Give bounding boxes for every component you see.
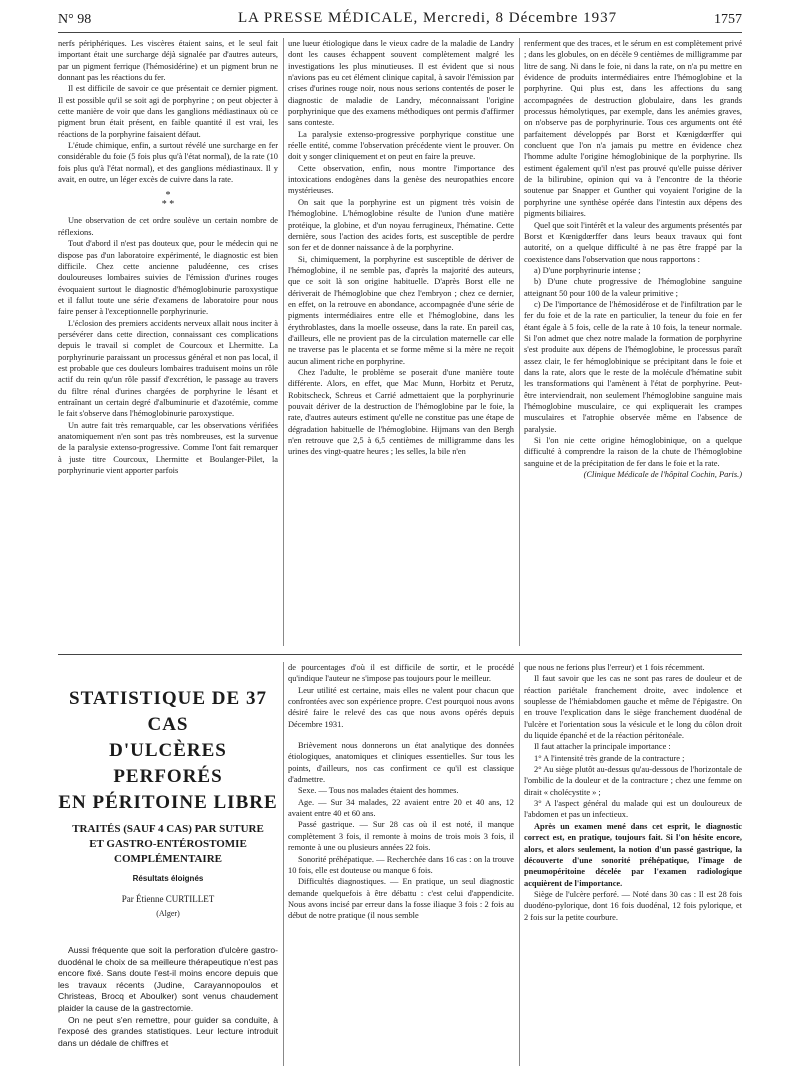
list-item: b) D'une chute progressive de l'hémoglobine sanguine atteignant 50 pour 100 de la valeur primitive ; xyxy=(524,277,742,298)
article-heading xyxy=(58,686,278,919)
article-title-line: STATISTIQUE DE 37 CAS xyxy=(69,688,267,735)
author-byline: Par Étienne CURTILLET xyxy=(121,894,215,905)
asterisks: * * xyxy=(161,199,175,211)
paragraph: Tout d'abord il n'est pas douteux que, pour le médecin qui ne dispose pas d'un laboratoire expérimenté, le diagnostic est bien difficile. Chez cette ancienne paludéenne, ces crises douloureuses lombaires suivies de l'émission d'urines rouges évoquaient surtout le diagnostic d'hémoglobinurie paroxystique et il fallut toute une série d'examens de laboratoire pour nous faire penser à l'exceptionnelle porphyrinurie. xyxy=(58,239,278,317)
column-divider xyxy=(519,662,520,1066)
article-title-block xyxy=(58,662,278,1072)
list-item: 1° A l'intensité très grande de la contracture ; xyxy=(534,753,685,763)
paragraph: Passé gastrique. — Sur 28 cas où il est noté, il manque complètement 3 fois, il remonte à moins de trois mois 3 fois, il remonte à une ou plusieurs années 22 fois. xyxy=(288,820,514,853)
column-divider xyxy=(283,662,284,1066)
paragraph: que nous ne ferions plus l'erreur) et 1 fois récemment. xyxy=(524,663,705,672)
issue-number: N° 98 xyxy=(58,12,92,27)
asterisk: * xyxy=(165,190,171,202)
paragraph: Après un examen mené dans cet esprit, le diagnostic correct est, en pratique, toujours fait. Si l'on hésite encore, alors, et alors seulement, la notion d'un passé gastrique, la découverte d'une sonorité préhépatique, l'image de pneumopéritoine décelée par l'examen radiologique acquièrent de l'importance. xyxy=(524,821,742,888)
paragraph: Siège de l'ulcère perforé. — Noté dans 30 cas : Il est 28 fois duodéno-pylorique, dont 16 fois duodénal, 12 fois pylorique, et 2 fois sur la petite courbure. xyxy=(524,889,742,922)
top-column-2 xyxy=(288,38,514,650)
column-divider xyxy=(519,38,520,646)
page-header xyxy=(58,8,742,30)
paragraph: Brièvement nous donnerons un état analytique des données étiologiques, anatomiques et cliniques essentielles. Sur tous les points, d'ailleurs, nos cas confirment ce qu'il est classique d'admettre. xyxy=(288,741,514,785)
paragraph: L'éclosion des premiers accidents nerveux allait nous inciter à persévérer dans cette direction, connaissant ces complications depuis le travail si complet de Courcoux et Lhermitte. La porphyrinurie paraissant un processus général et non pas local, il est probable que ces douleurs lombaires traduisent moins un rôle actif du rein qu'un rôle passif d'excrétion, le passage au travers du filtre rénal d'urines chargées de porphyrine le lésant et entraînant un certain degré d'albuminurie et d'azotémie, comme le fait s'observe dans l'hémoglobinurie paroxystique. xyxy=(58,318,278,419)
paragraph: L'étude chimique, enfin, a surtout révélé une surcharge en fer considérable du foie (5 fois plus qu'à l'état normal), de la rate (10 fois plus qu'à l'état normal), et des ganglions médiastinaux. Il y avait, en outre, un léger excès de cuivre dans la rate. xyxy=(58,141,278,185)
paragraph: On sait que la porphyrine est un pigment très voisin de l'hémoglobine. L'hémoglobine résulte de l'union d'une matière protéique, la globine, et d'un noyau ferrugineux, l'hématine. Cette dernière, sous l'action des acides forts, est susceptible de perdre son fer et de donner naissance à de la porphyrine. xyxy=(288,197,514,253)
list-item: c) De l'importance de l'hémosidérose et de l'infiltration par le fer du foie et de la rate en particulier, la teneur du foie en fer étant égale à 5 fois, celle de la rate à 10 fois, la teneur normale. Si l'on admet que chez notre malade la formation de porphyrine s'est produite aux dépens de l'hémoglobine, le processus paraît assez clair, le fer hémoglobinique se précipitant dans le foie et dans la rate, alors que le reste de la molécule d'hématine subit les transformations qui l'amènent à l'état de porphyrine. Peut-être interviendrait, non seulement l'hémoglobine sanguine mais l'hémoglobine musculaire, ce qui expliquerait les crampes musculaires et l'atrophie observée même en l'absence de paralysie. xyxy=(524,299,742,434)
paragraph: Un autre fait très remarquable, car les observations vérifiées anatomiquement n'en sont pas très nombreuses, est la survenue de la paralysie extenso-progressive. Comme l'ont fait remarquer à juste titre Courcoux, Lhermitte et Boulanger-Pilet, la porphyrinurie vient apporter parfois xyxy=(58,420,278,476)
article-column-3 xyxy=(524,662,742,1072)
paragraph: une lueur étiologique dans le vieux cadre de la maladie de Landry dont les causes échappent souvent complètement malgré les investigations les plus minutieuses. Il est évident que si nous n'avions pas eu cet élément clinique capital, à savoir l'émission par crises d'urines rouge noir, nous nous serions contentés de poser le diagnostic de maladie de Landry, méconnaissant l'origine porphyrinique que des examens méthodiques ont permis d'affirmer sans conteste. xyxy=(288,39,514,128)
list-item: 3° A l'aspect général du malade qui est un douloureux de l'abdomen et pas un infectieux. xyxy=(524,799,742,820)
top-column-1 xyxy=(58,38,278,650)
author-location: (Alger) xyxy=(156,908,180,918)
paragraph: nerfs périphériques. Les viscères étaient sains, et le seul fait important était une surcharge déjà signalée par d'autres auteurs, par un pigment ferrique (l'hémosidérine) et un pigment brun ne donnant pas les réactions du fer. xyxy=(58,39,278,83)
paragraph: Age. — Sur 34 malades, 22 avaient entre 20 et 40 ans, 12 avaient entre 40 et 60 ans. xyxy=(288,797,514,819)
list-item: a) D'une porphyrinurie intense ; xyxy=(534,265,641,275)
paragraph: Quel que soit l'intérêt et la valeur des arguments présentés par Borst et Kœnigdœrffer dans leurs beaux travaux qui font autorité, on a quelque difficulté à ne pas être frappé par la coexistence dans l'observation que nous rapportons : xyxy=(524,220,742,264)
paragraph: Chez l'adulte, le problème se poserait d'une manière toute différente. Alors, en effet, que Mac Munn, Horbitz et Perutz, Robitscheck, Schreus et Carrié admettaient que la porphyrinurie pouvait dériver de la destruction de l'hémoglobine par le foie, la rate, d'autres auteurs estiment qu'elle ne constitue pas une étape de dégradation habituelle de l'hémoglobine. Hijmans van den Bergh n'en retrouve que 2,5 à 6,5 centièmes de milligramme dans les urines des vingt-quatre heures ; les selles, la bile n'en xyxy=(288,367,514,457)
paragraph: Une observation de cet ordre soulève un certain nombre de réflexions. xyxy=(58,216,278,237)
paragraph: Cette observation, enfin, nous montre l'importance des intoxications endogènes dans la genèse des neuropathies encore mystérieuses. xyxy=(288,163,514,196)
paragraph: de pourcentages d'où il est difficile de sortir, et le procédé qu'indique l'auteur ne s'impose pas toujours pour le meilleur. xyxy=(288,663,514,684)
article-subtitle-line: COMPLÉMENTAIRE xyxy=(114,853,222,865)
article-subtitle-line: ET GASTRO-ENTÉROSTOMIE xyxy=(89,838,247,850)
section-separator xyxy=(58,191,278,209)
clinic-credit: (Clinique Médicale de l'hôpital Cochin, Paris.) xyxy=(583,470,742,480)
paragraph: renferment que des traces, et le sérum en est complètement privé ; dans les globules, on en décèle 9 centièmes de milligramme par litre de sang. Ni dans le foie, ni dans la rate, on n'a pu mettre en évidence de produits intermédiaires entre l'hémoglobine et la porphyrine. Qui plus est, dans les affections du sang accompagnées de destruction globulaire, dans les grands processus hémolytiques, par exemple, dans les anémies graves, on n'observe pas de porphyrinurie. Tous ces arguments ont été parfaitement développés par Borst et Kœnigdœrffer qui concluent que l'on n'a jamais pu mettre en évidence chez l'homme adulte l'origine hémoglobinique de la porphyrine. Ils estiment également qu'il n'est pas prouvé qu'elle puisse dériver de la bilirubine, opinion qui va à l'encontre de la théorie soutenue par Snapper et Gunther qui voyaient l'origine de la porphyrine une synthèse opérée dans l'intestin aux dépens des pigments biliaires. xyxy=(524,39,742,219)
paragraph: Leur utilité est certaine, mais elles ne valent pour chacun que confrontées avec son expérience propre. C'est pourquoi nous avons désiré faire le relevé des cas que nous avons opérés depuis Décembre 1931. xyxy=(288,685,514,729)
paragraph: Il est difficile de savoir ce que présentait ce dernier pigment. Il est possible qu'il se soit agi de porphyrine ; on peut objecter à cette manière de voir que dans les ganglions médiastinaux où ce pigment brun était présent, en faible quantité il est vrai, les réactions de la porphyrine faisaient défaut. xyxy=(58,84,278,139)
column-divider xyxy=(283,38,284,646)
paragraph: Sonorité préhépatique. — Recherchée dans 16 cas : on la trouve 10 fois, elle est douteuse ou manque 6 fois. xyxy=(288,854,514,875)
article-title-line: D'ULCÈRES PERFORÉS xyxy=(109,740,227,787)
paragraph: La paralysie extenso-progressive porphyrique constitue une réelle entité, comme l'observation précédente vient le prouver. On doit y songer cliniquement et on peut en faire la preuve. xyxy=(288,129,514,162)
paragraph: Sexe. — Tous nos malades étaient des hommes. xyxy=(298,786,459,796)
article-intro xyxy=(58,945,278,1049)
paragraph: Si, chimiquement, la porphyrine est susceptible de dériver de l'hémoglobine, il ne semble pas, d'après la majorité des auteurs, que ce soit là son origine habituelle. D'après Borst elle ne dériverait de l'hémoglobine que chez l'embryon ; chez ce dernier, en effet, on la retrouve en abondance, accompagnée d'une série de pigments intermédiaires entre elle et l'hémoglobine, dans les érythroblastes, dans la moelle osseuse, dans la rate. En pareil cas, d'ailleurs, elle ne provient pas de la circulation maternelle car elle ne traverse pas le placenta et se forme même si la mère ne reçoit aucun aliment riche en porphyrine. xyxy=(288,254,514,366)
paragraph: Difficultés diagnostiques. — En pratique, un seul diagnostic demande quelquefois à être débattu : c'est celui d'appendicite. Nous avons incisé par erreur dans la fosse iliaque 3 fois : 2 fois au début de notre pratique (il nous semble xyxy=(288,877,514,921)
paragraph: Il faut attacher la principale importance : xyxy=(534,742,671,752)
list-item: 2° Au siège plutôt au-dessus qu'au-dessous de l'horizontale de l'ombilic de la douleur et de la contracture ; chez une femme on dirait « cholécystite » ; xyxy=(524,765,742,797)
paragraph: Si l'on nie cette origine hémoglobinique, on a quelque difficulté à comprendre la raison de la chute de l'hémoglobine sanguine et de la précipitation de fer dans le foie et la rate. xyxy=(524,436,742,468)
article-title-line: EN PÉRITOINE LIBRE xyxy=(58,792,278,813)
paragraph: On ne peut s'en remettre, pour guider sa conduite, à l'exposé des grandes statistiques. Leur lecture introduit dans un dédale de chiffres et xyxy=(58,1014,278,1048)
paragraph: Aussi fréquente que soit la perforation d'ulcère gastro-duodénal le choix de sa meilleure thérapeutique n'est pas encore fixé. Sans doute l'est-il moins encore depuis que les travaux récents (Judine, Carayannopoulos et Christeas, Brocq et Aboulker) sont venus chaudement plaider la cause de la gastrectomie. xyxy=(58,945,278,1013)
top-column-3 xyxy=(524,38,742,650)
journal-title: LA PRESSE MÉDICALE, Mercredi, 8 Décembre 1937 xyxy=(238,10,618,26)
section-rule xyxy=(58,654,742,655)
header-rule xyxy=(58,32,742,33)
page-number: 1757 xyxy=(714,12,742,27)
paragraph: Il faut savoir que les cas ne sont pas rares de douleur et de réaction pariétale franchement droite, avec indolence et souplesse de l'hémiabdomen gauche et même de l'épigastre. On en trouve l'explication dans le siège franchement duodénal de l'ulcère et l'orientation sous la vésicule et le long du côlon droit du liquide épanché et de la réaction péritonéale. xyxy=(524,674,742,741)
article-subtitle-line: TRAITÉS (SAUF 4 CAS) PAR SUTURE xyxy=(72,823,264,835)
results-label: Résultats éloignés xyxy=(132,874,204,883)
article-column-2 xyxy=(288,662,514,1072)
